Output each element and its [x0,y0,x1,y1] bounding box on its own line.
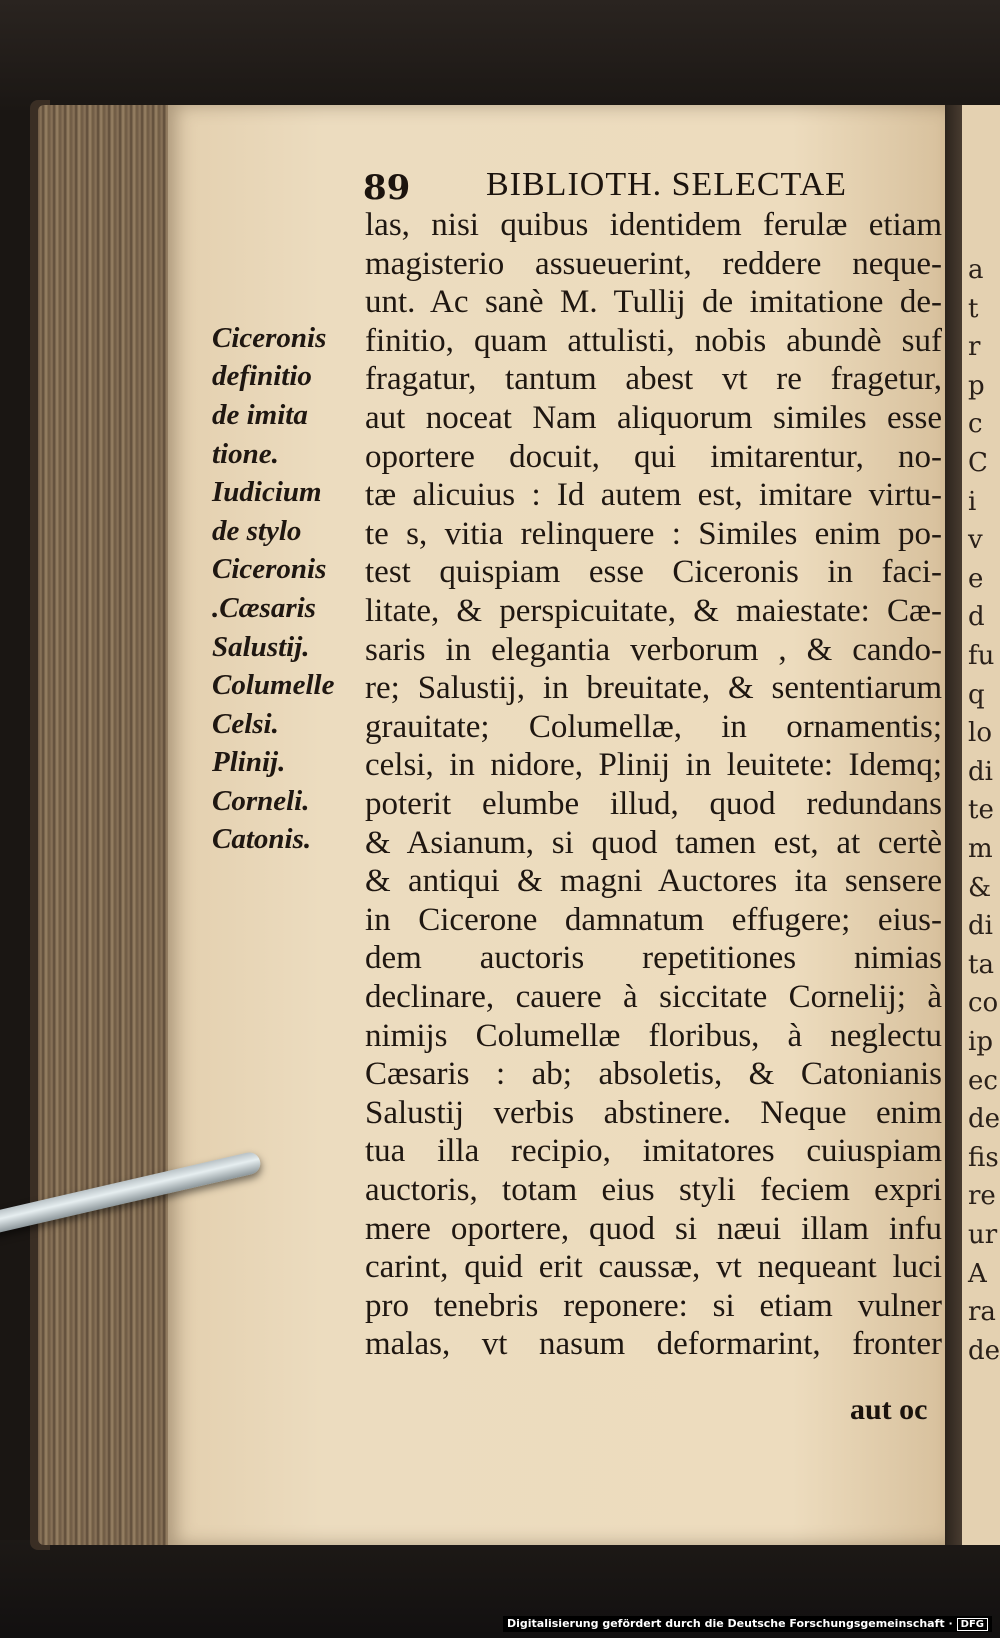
credit-text: Digitalisierung gefördert durch die Deutsche Forschungsgemeinschaft · [506,1617,953,1630]
text-line: test quispiam esse Ciceronis in faci- [365,554,942,591]
background-top [0,0,1000,110]
facing-page-letter: e [968,563,984,594]
facing-page-letter: q [968,679,985,710]
facing-page-letter: C [968,448,988,478]
facing-page-letter: a [968,255,984,285]
text-line: tæ alicuius : Id autem est, imitare virtu- [365,477,942,514]
marginal-note: definitio [212,360,312,392]
text-line: fragatur, tantum abest vt re fragetur, [365,361,942,398]
text-line: auctoris, totam eius styli feciem expri [365,1172,942,1208]
text-line: magisterio assueuerint, reddere neque- [365,245,942,282]
book-gutter [945,105,963,1545]
text-line: Salustij verbis abstinere. Neque enim [365,1094,942,1131]
facing-page-letter: fis [968,1142,999,1173]
text-line: poterit elumbe illud, quod redundans [365,786,942,822]
marginal-note: Corneli. [212,785,310,817]
text-line: unt. Ac sanè M. Tullij de imitatione de- [365,284,942,321]
marginal-note: Catonis. [212,823,312,855]
text-line: re; Salustij, in breuitate, & sententiarum [365,670,942,707]
text-line: pro tenebris reponere: si etiam vulner [365,1287,942,1324]
page-number: 89 [363,168,411,208]
facing-page-letter: ra [968,1297,996,1328]
text-line: oportere docuit, qui imitarentur, no- [365,438,942,475]
facing-page-fragment [962,105,1000,1545]
facing-page-letter: t [968,293,979,324]
text-line: saris in elegantia verborum , & cando- [365,631,942,668]
text-line: nimijs Columellæ floribus, à neglectu [365,1017,942,1054]
text-line: declinare, cauere à siccitate Cornelij; à [365,979,942,1015]
text-line: Cæsaris : ab; absoletis, & Catonianis [365,1056,942,1093]
facing-page-letter: ur [968,1220,998,1250]
text-line: mere oportere, quod si næui illam infu [365,1210,942,1247]
marginal-note: Ciceronis [212,322,327,354]
facing-page-letter: i [968,486,977,517]
facing-page-letter: r [968,332,981,363]
facing-page-letter: re [968,1181,996,1212]
text-line: te s, vitia relinquere : Similes enim po- [365,515,942,552]
facing-page-letter: co [968,988,999,1019]
marginal-note: Iudicium [212,476,322,508]
facing-page-letter: fu [968,641,995,671]
text-line: finitio, quam attulisti, nobis abundè suf [365,322,942,359]
facing-page-letter: c [968,409,983,440]
facing-page-letter: v [968,525,983,556]
facing-page-letter: te [968,795,994,826]
text-line: & antiqui & magni Auctores ita sensere [365,863,942,900]
text-line: tua illa recipio, imitatores cuiuspiam [365,1133,942,1170]
marginal-note: Plinij. [212,746,286,778]
text-line: dem auctoris repetitiones nimias [365,940,942,977]
facing-page-letter: d [968,602,985,633]
dfg-logo: DFG [957,1618,988,1631]
facing-page-letter: de [968,1335,1000,1366]
facing-page-letter: di [968,911,993,942]
marginal-note: Columelle [212,669,335,701]
catchword: aut oc [850,1393,928,1426]
text-line: litate, & perspicuitate, & maiestate: Cæ- [365,593,942,629]
facing-page-letter: de [968,1104,1000,1135]
facing-page-letter: ip [968,1027,993,1057]
marginal-note: .Cæsaris [212,592,316,624]
marginal-note: de stylo [212,515,302,547]
text-line: malas, vt nasum deformarint, fronter [365,1326,942,1363]
marginal-note: Celsi. [212,708,279,740]
facing-page-letter: lo [968,718,992,749]
text-line: aut noceat Nam aliquorum similes esse [365,400,942,436]
facing-page-letter: di [968,756,993,787]
facing-page-letter: A [968,1258,987,1289]
marginal-note: Ciceronis [212,553,327,585]
facing-page-letter: p [968,370,985,401]
marginal-note: tione. [212,438,279,470]
text-line: in Cicerone damnatum effugere; eius- [365,901,942,938]
marginal-note: Salustij. [212,631,310,663]
text-line: celsi, in nidore, Plinij in leuitete: Idemq; [365,747,942,784]
running-title: BIBLIOTH. SELECTAE [486,166,847,203]
facing-page-letter: ta [968,949,994,980]
facing-page-letter: m [968,834,993,864]
text-line: grauitate; Columellæ, in ornamentis; [365,708,942,745]
text-line: carint, quid erit caussæ, vt nequeant luci [365,1249,942,1286]
text-line: & Asianum, si quod tamen est, at certè [365,824,942,861]
facing-page-letter: ec [968,1065,998,1096]
facing-page-letter: & [968,872,992,903]
marginal-note: de imita [212,399,308,431]
text-line: las, nisi quibus identidem ferulæ etiam [365,207,942,243]
page-edges [38,105,178,1545]
digitization-credit [503,1616,992,1632]
